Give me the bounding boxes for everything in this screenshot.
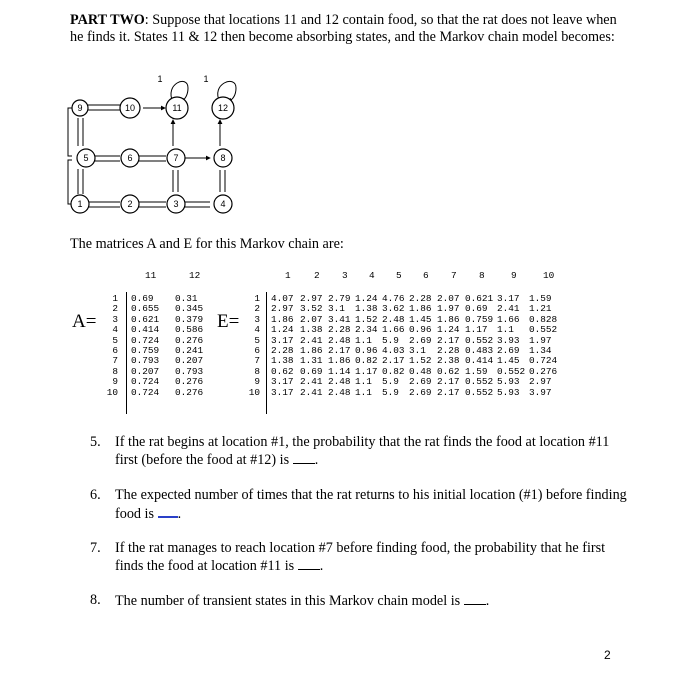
question-end: . — [485, 593, 490, 609]
matrix-e-cell: 2.28 — [409, 293, 432, 304]
matrix-e-cell: 0.552 — [497, 365, 526, 377]
matrix-e-cell: 1.24 — [271, 324, 294, 336]
matrix-e-cell: 3.93 — [497, 334, 520, 346]
matrix-e-cell: 2.17 — [437, 376, 460, 388]
matrix-e-cell: 2.38 — [437, 355, 460, 367]
question-number: 5. — [90, 434, 101, 450]
matrix-a-cell: 0.31 — [175, 293, 198, 304]
row-label: 3 — [254, 313, 260, 325]
matrix-e-label: E= — [217, 311, 240, 332]
matrix-e-cell: 3.97 — [529, 386, 552, 398]
matrix-a-cell: 0.759 — [131, 345, 160, 356]
matrix-e-cell: 1.59 — [529, 293, 552, 304]
row-label: 5 — [112, 334, 118, 346]
row-label: 10 — [106, 386, 118, 398]
row-label: 2 — [112, 303, 118, 315]
matrix-e-cell: 0.82 — [355, 355, 378, 367]
matrix-e-cell: 0.552 — [465, 386, 494, 398]
question-number: 7. — [90, 540, 101, 556]
matrix-e-cell: 3.1 — [409, 345, 426, 356]
matrix-e-cell: 0.483 — [465, 345, 494, 356]
matrix-e-cell: 0.552 — [465, 334, 494, 346]
matrix-a-cell: 0.69 — [131, 293, 154, 304]
question-text: The expected number of times that the rat returns to his initial location (#1) before finding food is — [115, 487, 627, 522]
matrix-e-cell: 1.52 — [355, 313, 378, 325]
intro-text: : Suppose that locations 11 and 12 contain food, so that the rat does not leave when he finds it. States 11 & 12 then become absorbing states, and the Markov chain model becomes: — [70, 12, 617, 45]
matrix-e-cell: 1.45 — [409, 313, 432, 325]
matrix-e-cell: 1.1 — [355, 376, 372, 388]
matrix-e-cell: 1.86 — [271, 313, 294, 325]
matrix-e-cell: 1.97 — [437, 303, 460, 315]
matrix-a-cell: 0.276 — [175, 386, 204, 398]
matrix-e-cell: 2.41 — [300, 334, 323, 346]
row-label: 6 — [254, 345, 260, 356]
matrix-a-cell: 0.621 — [131, 313, 160, 325]
matrix-e-cell: 2.69 — [409, 334, 432, 346]
matrix-a-cell: 0.724 — [131, 334, 160, 346]
matrix-e-cell: 2.97 — [300, 293, 323, 304]
part-heading: PART TWO — [70, 12, 145, 28]
matrix-e-cell: 1.21 — [529, 303, 552, 315]
matrix-e-cell: 2.79 — [328, 293, 351, 304]
matrix-a-cell: 0.276 — [175, 334, 204, 346]
matrix-a-cell: 0.207 — [131, 365, 160, 377]
matrix-e-cell: 3.1 — [328, 303, 345, 315]
matrix-e-cell: 0.69 — [465, 303, 488, 315]
matrix-e-col-header: 8 — [479, 270, 485, 281]
node-1: 1 — [77, 199, 83, 209]
matrix-a-cell: 0.724 — [131, 386, 160, 398]
matrix-e-cell: 1.1 — [355, 386, 372, 398]
matrix-e-cell: 0.69 — [300, 365, 323, 377]
matrix-e-col-header: 5 — [396, 270, 402, 281]
matrix-e-cell: 1.17 — [465, 324, 488, 336]
node-4: 4 — [220, 199, 226, 209]
matrix-e-cell: 0.621 — [465, 293, 494, 304]
matrix-e-col-header: 6 — [423, 270, 429, 281]
matrix-e-col-header: 4 — [369, 270, 375, 281]
matrix-e-cell: 2.28 — [437, 345, 460, 356]
self-loop-label-12: 1 — [203, 74, 209, 84]
matrix-e-cell: 1.17 — [355, 365, 378, 377]
matrix-e-col-header: 9 — [511, 270, 517, 281]
node-5: 5 — [83, 153, 89, 163]
matrix-e-cell: 0.414 — [465, 355, 494, 367]
matrix-e-cell: 2.97 — [271, 303, 294, 315]
matrix-e-cell: 0.62 — [271, 365, 294, 377]
matrix-e-cell: 0.828 — [529, 313, 558, 325]
matrix-e-cell: 0.96 — [355, 345, 378, 356]
row-label: 1 — [112, 293, 118, 304]
matrix-e-cell: 2.41 — [300, 376, 323, 388]
matrix-e-cell: 1.14 — [328, 365, 351, 377]
matrix-e-cell: 2.48 — [328, 386, 351, 398]
row-label: 1 — [254, 293, 260, 304]
row-label: 6 — [112, 345, 118, 356]
matrices-intro: The matrices A and E for this Markov chain are: — [70, 236, 344, 252]
matrix-e-col-header: 1 — [285, 270, 291, 281]
matrix-e-cell: 0.276 — [529, 365, 558, 377]
matrix-e-cell: 5.9 — [382, 386, 399, 398]
row-label: 9 — [254, 376, 260, 388]
matrix-a-cell: 0.793 — [175, 365, 204, 377]
node-2: 2 — [127, 199, 133, 209]
matrix-e-cell: 0.48 — [409, 365, 432, 377]
matrix-e-cell: 2.41 — [300, 386, 323, 398]
row-label: 7 — [254, 355, 260, 367]
matrix-e-cell: 1.34 — [529, 345, 552, 356]
row-label: 8 — [254, 365, 260, 377]
question-text: If the rat begins at location #1, the probability that the rat finds the food at location #11 first (before the food at #12) is — [115, 434, 610, 468]
matrix-e-cell: 0.724 — [529, 355, 558, 367]
answer-blank[interactable] — [298, 557, 320, 570]
matrix-e-cell: 0.62 — [437, 365, 460, 377]
row-label: 4 — [112, 324, 118, 336]
node-11: 11 — [172, 103, 182, 113]
question-7 — [90, 540, 630, 575]
matrix-a-col-header-11: 11 — [145, 270, 157, 281]
matrix-a-cell: 0.241 — [175, 345, 204, 356]
question-8 — [90, 592, 630, 610]
node-9: 9 — [77, 103, 83, 113]
matrix-e-cell: 2.48 — [328, 376, 351, 388]
question-number: 8. — [90, 592, 101, 608]
matrix-e-cell: 1.38 — [300, 324, 323, 336]
question-text: The number of transient states in this Markov chain model is — [115, 593, 464, 609]
matrix-a-label: A= — [72, 311, 97, 332]
matrix-e-cell: 3.62 — [382, 303, 405, 315]
matrix-e-cell: 2.07 — [437, 293, 460, 304]
answer-blank[interactable] — [464, 592, 486, 605]
matrix-e-cell: 2.69 — [497, 345, 520, 356]
self-loop-label-11: 1 — [157, 74, 163, 84]
matrix-e-cell: 0.552 — [529, 324, 558, 336]
matrix-e-cell: 0.96 — [409, 324, 432, 336]
matrix-a-cell: 0.724 — [131, 376, 160, 388]
matrix-a-cell: 0.793 — [131, 355, 160, 367]
question-number: 6. — [90, 487, 101, 503]
row-label: 10 — [248, 386, 260, 398]
matrix-e-cell: 2.28 — [328, 324, 351, 336]
matrix-e-cell: 5.93 — [497, 376, 520, 388]
matrix-e-cell: 1.45 — [497, 355, 520, 367]
question-5 — [90, 434, 630, 469]
matrix-e-cell: 1.24 — [437, 324, 460, 336]
matrix-e-cell: 2.48 — [328, 334, 351, 346]
matrix-e-cell: 0.759 — [465, 313, 494, 325]
question-end: . — [319, 558, 324, 574]
matrix-e-cell: 1.86 — [437, 313, 460, 325]
matrix-a-cell: 0.586 — [175, 324, 204, 336]
question-end: . — [177, 506, 182, 522]
matrix-e-cell: 1.97 — [529, 334, 552, 346]
node-7: 7 — [173, 153, 179, 163]
node-10: 10 — [124, 103, 136, 113]
row-label: 7 — [112, 355, 118, 367]
matrix-e-cell: 0.552 — [465, 376, 494, 388]
matrix-e-cell: 2.28 — [271, 345, 294, 356]
matrix-a-cell: 0.414 — [131, 324, 160, 336]
matrix-e-cell: 1.66 — [497, 313, 520, 325]
row-label: 4 — [254, 324, 260, 336]
matrix-a-cell: 0.207 — [175, 355, 204, 367]
matrix-e-divider — [266, 292, 267, 414]
matrix-e-cell: 2.48 — [382, 313, 405, 325]
page-number: 2 — [604, 648, 611, 662]
matrix-e-cell: 1.24 — [355, 293, 378, 304]
matrix-e-cell: 1.52 — [409, 355, 432, 367]
matrix-e-cell: 4.76 — [382, 293, 405, 304]
node-3: 3 — [173, 199, 179, 209]
matrix-e-cell: 2.17 — [328, 345, 351, 356]
answer-blank[interactable] — [158, 504, 178, 518]
node-8: 8 — [220, 153, 226, 163]
matrix-e-cell: 1.86 — [300, 345, 323, 356]
matrix-e-cell: 2.17 — [437, 386, 460, 398]
matrix-e-cell: 5.9 — [382, 334, 399, 346]
matrix-e-cell: 5.93 — [497, 386, 520, 398]
matrix-e-cell: 2.07 — [300, 313, 323, 325]
matrix-a-cell: 0.655 — [131, 303, 160, 315]
matrix-e-cell: 1.59 — [465, 365, 488, 377]
matrix-e-col-header: 7 — [451, 270, 457, 281]
question-6 — [90, 487, 630, 523]
matrix-e-cell: 5.9 — [382, 376, 399, 388]
question-text: If the rat manages to reach location #7 before finding food, the probability that he first finds the food at location #11 is — [115, 540, 606, 574]
matrix-e-cell: 1.38 — [271, 355, 294, 367]
matrix-e-cell: 1.86 — [409, 303, 432, 315]
row-label: 2 — [254, 303, 260, 315]
matrix-a-cell: 0.276 — [175, 376, 204, 388]
matrix-a-divider — [126, 292, 127, 414]
matrix-e-cell: 1.31 — [300, 355, 323, 367]
matrix-a-cell: 0.345 — [175, 303, 204, 315]
row-label: 5 — [254, 334, 260, 346]
question-end: . — [314, 452, 319, 468]
node-12: 12 — [217, 103, 229, 113]
matrix-e-cell: 2.69 — [409, 386, 432, 398]
matrix-e-cell: 3.41 — [328, 313, 351, 325]
matrix-e-cell: 1.38 — [355, 303, 378, 315]
matrix-e-cell: 2.17 — [382, 355, 405, 367]
matrix-e-cell: 1.1 — [355, 334, 372, 346]
matrix-e-col-header: 2 — [314, 270, 320, 281]
row-label: 9 — [112, 376, 118, 388]
matrix-e-cell: 2.41 — [497, 303, 520, 315]
answer-blank[interactable] — [293, 451, 315, 464]
matrix-e-cell: 3.17 — [497, 293, 520, 304]
matrix-e-cell: 2.69 — [409, 376, 432, 388]
matrix-e-cell: 1.1 — [497, 324, 514, 336]
matrix-e-cell: 3.17 — [271, 334, 294, 346]
row-label: 3 — [112, 313, 118, 325]
node-6: 6 — [127, 153, 133, 163]
matrix-e-cell: 4.07 — [271, 293, 294, 304]
matrix-a-col-header-12: 12 — [189, 270, 201, 281]
matrix-e-col-header: 10 — [543, 270, 555, 281]
matrix-e-col-header: 3 — [342, 270, 348, 281]
markov-chain-diagram — [60, 72, 250, 222]
matrix-e-cell: 1.86 — [328, 355, 351, 367]
matrix-e-cell: 3.52 — [300, 303, 323, 315]
matrix-e-cell: 2.97 — [529, 376, 552, 388]
matrix-e-cell: 3.17 — [271, 386, 294, 398]
matrix-e-cell: 1.66 — [382, 324, 405, 336]
matrix-e-cell: 3.17 — [271, 376, 294, 388]
matrix-e-cell: 2.17 — [437, 334, 460, 346]
matrix-e-cell: 2.34 — [355, 324, 378, 336]
row-label: 8 — [112, 365, 118, 377]
matrix-e-cell: 0.82 — [382, 365, 405, 377]
matrix-a-cell: 0.379 — [175, 313, 204, 325]
intro-paragraph — [70, 12, 630, 46]
matrix-e-cell: 4.03 — [382, 345, 405, 356]
